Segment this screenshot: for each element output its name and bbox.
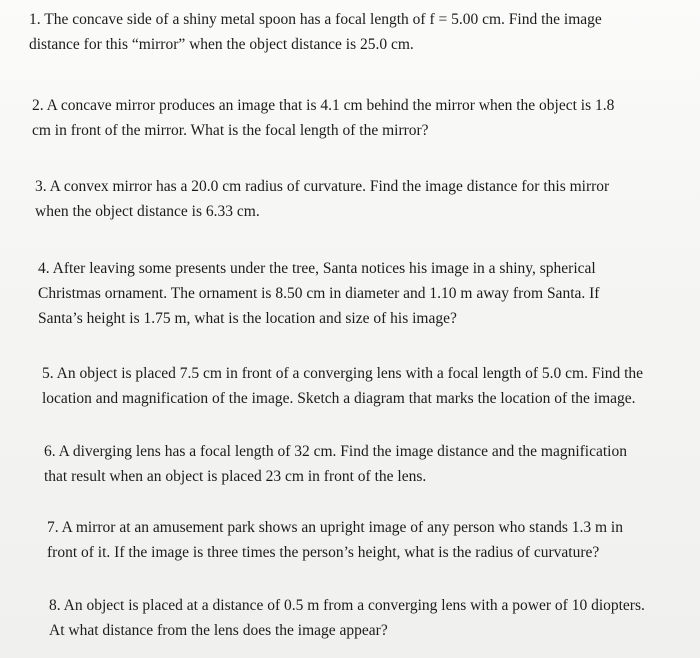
problem-line: 1. The concave side of a shiny metal spoon has a focal length of f = 5.00 cm. Find the image (29, 11, 602, 28)
problem-line: front of it. If the image is three times the person’s height, what is the radius of curvature? (47, 544, 600, 561)
problem-line: distance for this “mirror” when the object distance is 25.0 cm. (29, 36, 414, 53)
problem-3 (35, 174, 609, 224)
problem-line: cm in front of the mirror. What is the focal length of the mirror? (32, 122, 429, 139)
problem-line: At what distance from the lens does the image appear? (49, 622, 388, 639)
problem-4 (38, 256, 599, 331)
problem-8 (49, 593, 645, 643)
problem-line: 3. A convex mirror has a 20.0 cm radius of curvature. Find the image distance for this mirror (35, 178, 610, 195)
problem-line: location and magnification of the image. Sketch a diagram that marks the location of the image. (42, 390, 636, 407)
problem-line: 2. A concave mirror produces an image that is 4.1 cm behind the mirror when the object is 1.8 (32, 97, 615, 114)
problem-7 (47, 515, 623, 565)
problem-6 (44, 439, 627, 489)
problem-line: 5. An object is placed 7.5 cm in front of a converging lens with a focal length of 5.0 cm. Find the (42, 365, 644, 382)
problem-line: 7. A mirror at an amusement park shows an upright image of any person who stands 1.3 m in (47, 519, 623, 536)
problem-5 (42, 361, 643, 411)
problem-line: when the object distance is 6.33 cm. (35, 203, 260, 220)
problem-line: Santa’s height is 1.75 m, what is the location and size of his image? (38, 310, 457, 327)
problem-line: 4. After leaving some presents under the tree, Santa notices his image in a shiny, spherical (38, 260, 596, 277)
problem-line: Christmas ornament. The ornament is 8.50 cm in diameter and 1.10 m away from Santa. If (38, 285, 600, 302)
problem-line: 8. An object is placed at a distance of 0.5 m from a converging lens with a power of 10 diopters. (49, 597, 645, 614)
problem-1 (29, 7, 602, 57)
problem-line: that result when an object is placed 23 cm in front of the lens. (44, 468, 427, 485)
problem-2 (32, 93, 614, 143)
problem-line: 6. A diverging lens has a focal length of 32 cm. Find the image distance and the magnification (44, 443, 627, 460)
